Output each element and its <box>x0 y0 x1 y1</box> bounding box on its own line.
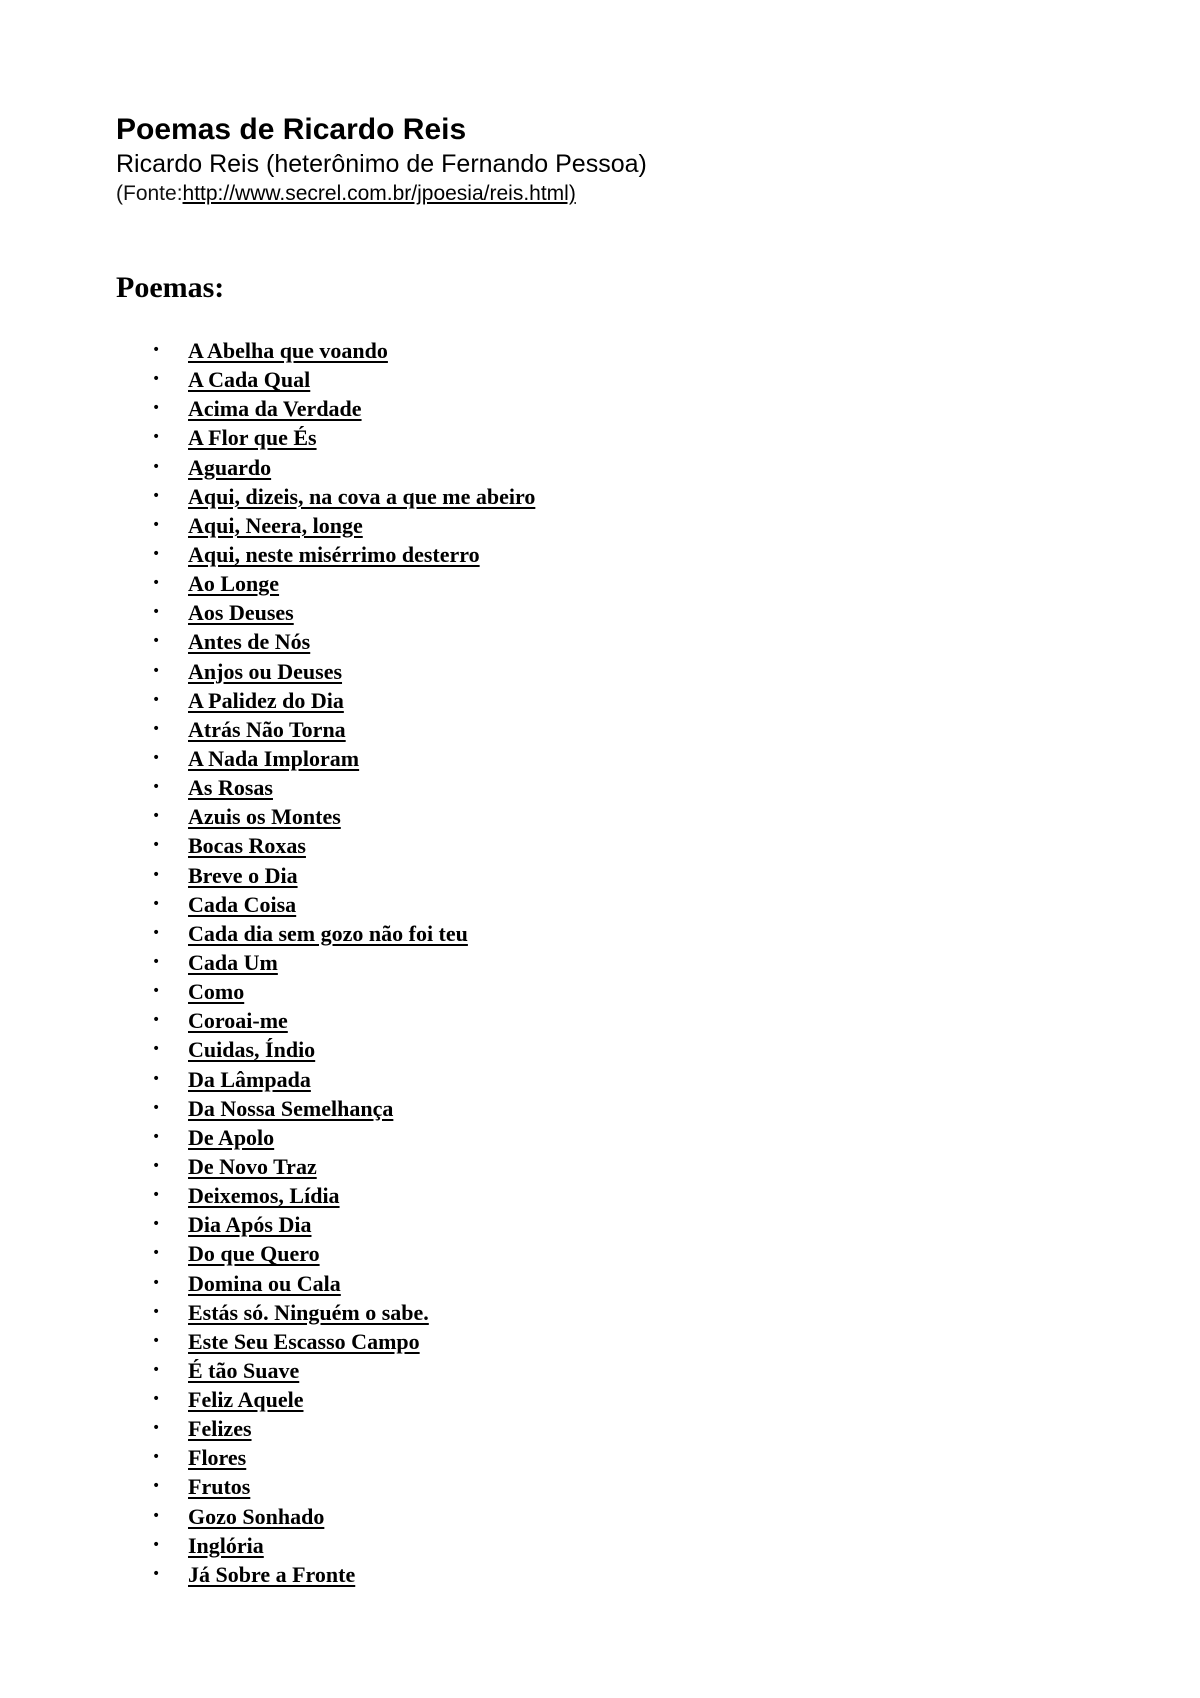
bullet-icon: • <box>152 983 161 1000</box>
bullet-icon: • <box>152 342 161 358</box>
poem-link[interactable]: Como <box>188 979 245 1005</box>
poem-link[interactable]: Cada dia sem gozo não foi teu <box>188 920 468 946</box>
poem-list-item <box>116 831 1116 860</box>
bullet-icon: • <box>152 1041 161 1058</box>
poem-link[interactable]: Aqui, dizeis, na cova a que me abeiro <box>188 483 536 509</box>
poem-link[interactable]: Feliz Aquele <box>188 1387 304 1413</box>
poem-list-item <box>116 919 1116 948</box>
poem-link[interactable]: Anjos ou Deuses <box>188 658 343 684</box>
poem-list-item <box>116 1065 1116 1094</box>
poem-list-item <box>116 1298 1116 1327</box>
poem-link[interactable]: Antes de Nós <box>188 629 311 655</box>
poem-list-item <box>116 540 1116 569</box>
bullet-icon: • <box>152 1536 161 1553</box>
document-page <box>116 112 1116 1589</box>
poem-link[interactable]: Gozo Sonhado <box>188 1503 325 1529</box>
bullet-icon: • <box>152 1070 161 1087</box>
bullet-icon: • <box>152 400 161 417</box>
bullet-icon: • <box>152 808 161 825</box>
poem-list-item <box>116 598 1116 627</box>
bullet-icon: • <box>152 1303 161 1320</box>
poem-list-item <box>116 1181 1116 1210</box>
poem-link[interactable]: A Nada Imploram <box>188 745 360 771</box>
poem-link[interactable]: Inglória <box>188 1532 264 1558</box>
poem-link[interactable]: Aguardo <box>188 454 272 480</box>
poem-list-item <box>116 948 1116 977</box>
poem-link[interactable]: Azuis os Montes <box>188 804 341 830</box>
poem-link[interactable]: Do que Quero <box>188 1241 320 1267</box>
poem-list-item <box>116 861 1116 890</box>
poem-link[interactable]: Deixemos, Lídia <box>188 1183 340 1209</box>
bullet-icon: • <box>152 924 161 941</box>
bullet-icon: • <box>152 662 161 679</box>
poem-link[interactable]: Aqui, Neera, longe <box>188 512 363 538</box>
poem-list-item <box>116 336 1116 365</box>
poem-link[interactable]: Domina ou Cala <box>188 1270 341 1296</box>
bullet-icon: • <box>152 633 161 650</box>
poem-list <box>116 336 1116 1589</box>
poem-link[interactable]: A Palidez do Dia <box>188 687 344 713</box>
poem-list-item <box>116 1006 1116 1035</box>
bullet-icon: • <box>152 429 161 446</box>
poem-list-item <box>116 1472 1116 1501</box>
poems-heading: Poemas: <box>116 271 225 304</box>
document-subtitle: Ricardo Reis (heterônimo de Fernando Pessoa) <box>116 150 647 178</box>
poem-link[interactable]: De Apolo <box>188 1124 275 1150</box>
poem-list-item <box>116 1327 1116 1356</box>
poem-link[interactable]: De Novo Traz <box>188 1153 317 1179</box>
poem-link[interactable]: Coroai-me <box>188 1008 288 1034</box>
poem-list-item <box>116 1502 1116 1531</box>
bullet-icon: • <box>152 1478 161 1495</box>
poem-list-item <box>116 1210 1116 1239</box>
bullet-icon: • <box>152 1391 161 1408</box>
poem-list-item <box>116 773 1116 802</box>
poem-list-item <box>116 890 1116 919</box>
poem-link[interactable]: Frutos <box>188 1474 251 1500</box>
bullet-icon: • <box>152 1245 161 1262</box>
poem-list-item <box>116 423 1116 452</box>
poem-link[interactable]: A Abelha que voando <box>188 338 388 363</box>
bullet-icon: • <box>152 458 161 475</box>
poem-list-item <box>116 511 1116 540</box>
poem-link[interactable]: As Rosas <box>188 775 273 801</box>
bullet-icon: • <box>152 1507 161 1524</box>
poem-link[interactable]: Cuidas, Índio <box>188 1037 316 1063</box>
poem-list-item <box>116 1531 1116 1560</box>
poem-link[interactable]: Estás só. Ninguém o sabe. <box>188 1299 429 1325</box>
poem-list-item <box>116 1560 1116 1589</box>
bullet-icon: • <box>152 1216 161 1233</box>
bullet-icon: • <box>152 720 161 737</box>
poem-link[interactable]: Aqui, neste misérrimo desterro <box>188 541 480 567</box>
poem-list-item <box>116 1414 1116 1443</box>
bullet-icon: • <box>152 371 161 388</box>
poem-list-item <box>116 482 1116 511</box>
source-link[interactable]: http://www.secrel.com.br/jpoesia/reis.html) <box>182 182 576 205</box>
bullet-icon: • <box>152 1332 161 1349</box>
bullet-icon: • <box>152 1449 161 1466</box>
poem-list-item <box>116 802 1116 831</box>
bullet-icon: • <box>152 1157 161 1174</box>
poem-link[interactable]: Já Sobre a Fronte <box>188 1561 356 1587</box>
poem-list-item <box>116 1269 1116 1298</box>
bullet-icon: • <box>152 953 161 970</box>
document-title: Poemas de Ricardo Reis <box>116 113 467 146</box>
poem-list-item <box>116 365 1116 394</box>
bullet-icon: • <box>152 1274 161 1291</box>
poem-list-item <box>116 1152 1116 1181</box>
poem-link[interactable]: Aos Deuses <box>188 600 294 626</box>
poem-link[interactable]: Da Nossa Semelhança <box>188 1095 394 1121</box>
poem-link[interactable]: Atrás Não Torna <box>188 716 346 742</box>
poem-list-item <box>116 1035 1116 1064</box>
bullet-icon: • <box>152 837 161 854</box>
poem-link[interactable]: A Flor que És <box>188 425 317 451</box>
poem-link[interactable]: Cada Coisa <box>188 891 297 917</box>
poem-list-item <box>116 627 1116 656</box>
poem-list-item <box>116 394 1116 423</box>
bullet-icon: • <box>152 487 161 504</box>
poem-list-item <box>116 1443 1116 1472</box>
bullet-icon: • <box>152 575 161 592</box>
poem-list-item <box>116 977 1116 1006</box>
poem-list-item <box>116 569 1116 598</box>
poem-list-item <box>116 1239 1116 1268</box>
source-line <box>116 180 1116 208</box>
poem-list-item <box>116 1385 1116 1414</box>
poem-link[interactable]: Felizes <box>188 1416 252 1442</box>
bullet-icon: • <box>152 1012 161 1029</box>
source-prefix: (Fonte: <box>116 182 183 205</box>
bullet-icon: • <box>152 1565 161 1582</box>
poem-list-item <box>116 744 1116 773</box>
poem-list-item <box>116 1356 1116 1385</box>
bullet-icon: • <box>152 516 161 533</box>
poem-link[interactable]: Este Seu Escasso Campo <box>188 1328 420 1354</box>
poem-link[interactable]: É tão Suave <box>188 1357 300 1383</box>
poem-link[interactable]: Cada Um <box>188 949 278 975</box>
bullet-icon: • <box>152 895 161 912</box>
poem-link[interactable]: Ao Longe <box>188 571 280 597</box>
poem-link[interactable]: A Cada Qual <box>188 367 311 393</box>
poem-link[interactable]: Acima da Verdade <box>188 396 362 422</box>
poem-list-item <box>116 1094 1116 1123</box>
bullet-icon: • <box>152 1187 161 1204</box>
poem-link[interactable]: Dia Após Dia <box>188 1212 312 1238</box>
poem-link[interactable]: Bocas Roxas <box>188 833 306 859</box>
bullet-icon: • <box>152 545 161 562</box>
poem-list-item <box>116 453 1116 482</box>
bullet-icon: • <box>152 1128 161 1145</box>
poem-list-item <box>116 1123 1116 1152</box>
poem-link[interactable]: Da Lâmpada <box>188 1066 311 1092</box>
poem-list-item <box>116 715 1116 744</box>
poem-list-item <box>116 657 1116 686</box>
bullet-icon: • <box>152 749 161 766</box>
bullet-icon: • <box>152 866 161 883</box>
poem-link[interactable]: Breve o Dia <box>188 862 298 888</box>
poem-list-item <box>116 686 1116 715</box>
poem-link[interactable]: Flores <box>188 1445 247 1471</box>
bullet-icon: • <box>152 779 161 796</box>
bullet-icon: • <box>152 1420 161 1437</box>
bullet-icon: • <box>152 1099 161 1116</box>
bullet-icon: • <box>152 604 161 621</box>
bullet-icon: • <box>152 1361 161 1378</box>
bullet-icon: • <box>152 691 161 708</box>
